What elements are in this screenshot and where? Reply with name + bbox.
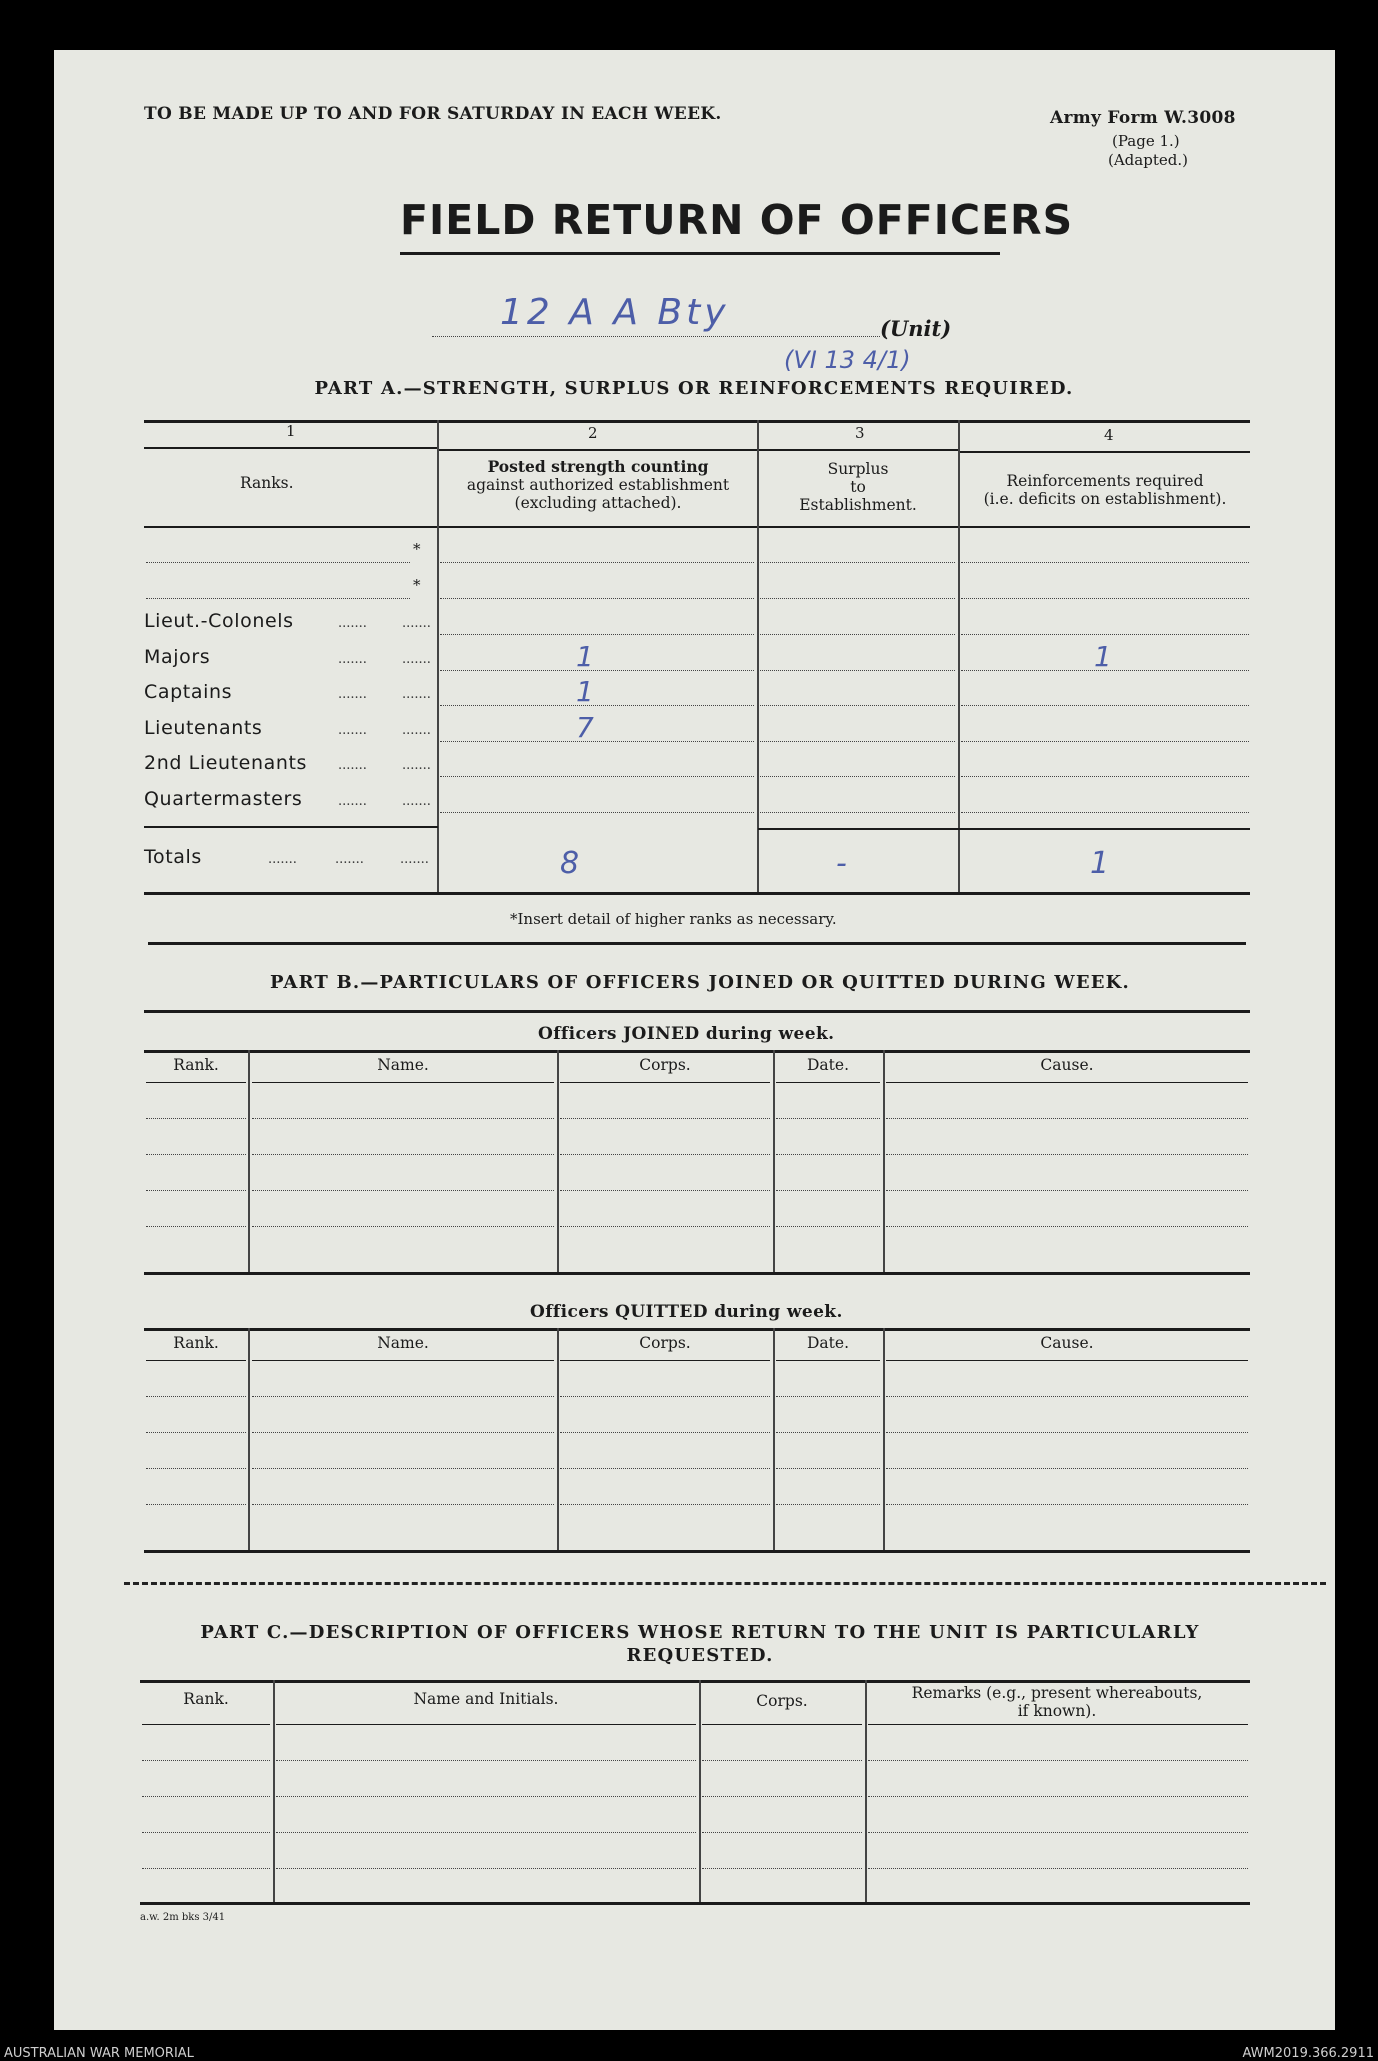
part-c-header-rule bbox=[702, 1724, 862, 1725]
row-line-surplus bbox=[760, 562, 955, 563]
rank-leader: ....... bbox=[402, 651, 431, 667]
totals-separator-1 bbox=[144, 826, 438, 828]
part-c-row-line bbox=[702, 1832, 862, 1833]
part-b-row-line bbox=[776, 1396, 880, 1397]
row-line-surplus bbox=[760, 634, 955, 635]
rank-label: Lieut.-Colonels bbox=[144, 610, 294, 632]
reinforcements-header bbox=[960, 472, 1250, 508]
part-b-col-header: Name. bbox=[377, 1334, 429, 1352]
col-number-2: 2 bbox=[588, 424, 598, 442]
part-c-row-line bbox=[142, 1868, 270, 1869]
part-b-vline bbox=[883, 1050, 885, 1272]
part-a-end-rule bbox=[148, 942, 1246, 945]
footnote: *Insert detail of higher ranks as necessary. bbox=[510, 910, 837, 928]
part-b-vline bbox=[557, 1328, 559, 1550]
part-c-bottom-rule-right bbox=[618, 1902, 1250, 1905]
row-line-surplus bbox=[760, 670, 955, 671]
unit-note-handwritten: (VI 13 4/1) bbox=[784, 346, 911, 374]
row-line-reinf bbox=[961, 634, 1249, 635]
part-b-row-line bbox=[252, 1396, 554, 1397]
posted-handwritten: 7 bbox=[576, 710, 594, 744]
joined-title: Officers JOINED during week. bbox=[538, 1024, 835, 1044]
part-b-row-line bbox=[560, 1396, 770, 1397]
row-line-posted bbox=[440, 705, 754, 706]
part-b-row-line bbox=[146, 1118, 246, 1119]
part-a-bottom-rule bbox=[144, 892, 1250, 895]
title-underline bbox=[400, 252, 1000, 255]
posted-header-line3: (excluding attached). bbox=[514, 494, 682, 512]
part-b-row-line bbox=[560, 1504, 770, 1505]
part-b-row-line bbox=[776, 1118, 880, 1119]
part-c-title-line2: REQUESTED. bbox=[626, 1645, 774, 1666]
col4-rule bbox=[958, 451, 1250, 453]
row-line-posted bbox=[440, 812, 754, 813]
part-c-row-line bbox=[142, 1760, 270, 1761]
posted-handwritten: 1 bbox=[576, 639, 594, 673]
reinf-handwritten: 1 bbox=[1094, 639, 1112, 673]
form-page: (Page 1.) bbox=[1112, 132, 1180, 150]
part-b-row-line bbox=[560, 1154, 770, 1155]
col1-rule bbox=[144, 447, 438, 449]
part-a-vline-3 bbox=[958, 420, 960, 894]
totals-separator-2 bbox=[758, 828, 1250, 830]
part-b-vline bbox=[773, 1050, 775, 1272]
quitted-top-rule bbox=[144, 1328, 1250, 1331]
part-b-col-header: Cause. bbox=[1040, 1056, 1094, 1074]
unit-line bbox=[432, 336, 880, 337]
part-c-row-line bbox=[276, 1796, 696, 1797]
part-c-header-rule bbox=[142, 1724, 270, 1725]
part-b-row-line bbox=[560, 1226, 770, 1227]
tear-off-line bbox=[124, 1582, 1326, 1585]
part-a-title: PART A.—STRENGTH, SURPLUS OR REINFORCEMENTS REQUIRED. bbox=[314, 378, 1074, 399]
surplus-header-line2: to bbox=[850, 478, 866, 496]
part-b-col-header: Date. bbox=[807, 1056, 849, 1074]
totals-leader-1: ....... bbox=[268, 852, 297, 867]
part-c-vline bbox=[273, 1680, 275, 1902]
header-rule bbox=[252, 1082, 554, 1083]
rank-leader: ....... bbox=[338, 687, 367, 702]
unit-handwritten: 12 A A Bty bbox=[500, 292, 730, 333]
reinf-header-line1: Reinforcements required bbox=[1006, 472, 1204, 490]
asterisk-1: * bbox=[413, 540, 421, 558]
part-c-vline bbox=[699, 1680, 701, 1902]
part-c-title-line1: PART C.—DESCRIPTION OF OFFICERS WHOSE RETURN TO THE UNIT IS PARTICULARLY bbox=[200, 1622, 1200, 1643]
footer-institution: AUSTRALIAN WAR MEMORIAL bbox=[4, 2046, 194, 2061]
part-b-vline bbox=[773, 1328, 775, 1550]
header-instruction: TO BE MADE UP TO AND FOR SATURDAY IN EACH WEEK. bbox=[144, 104, 722, 124]
rank-leader: ....... bbox=[338, 722, 367, 738]
posted-header-line2: against authorized establishment bbox=[466, 476, 730, 494]
page-title: FIELD RETURN OF OFFICERS bbox=[400, 196, 1074, 244]
higher-rank-line-2 bbox=[146, 598, 410, 599]
row-line-reinf bbox=[961, 705, 1249, 706]
header-rule bbox=[560, 1360, 770, 1361]
row-line-reinf bbox=[961, 812, 1249, 813]
header-rule bbox=[886, 1360, 1248, 1361]
row-line-posted bbox=[440, 776, 754, 777]
part-b-row-line bbox=[252, 1504, 554, 1505]
part-b-col-header: Name. bbox=[377, 1056, 429, 1074]
part-b-vline bbox=[557, 1050, 559, 1272]
part-b-row-line bbox=[252, 1190, 554, 1191]
part-b-row-line bbox=[886, 1432, 1248, 1433]
part-b-row-line bbox=[886, 1190, 1248, 1191]
form-number: Army Form W.3008 bbox=[1050, 108, 1236, 128]
asterisk-2: * bbox=[413, 576, 421, 594]
rank-leader: ....... bbox=[402, 793, 431, 809]
rank-leader: ....... bbox=[338, 616, 367, 631]
header-rule bbox=[560, 1082, 770, 1083]
reinf-header-line2: (i.e. deficits on establishment). bbox=[983, 490, 1227, 508]
surplus-header-line1: Surplus bbox=[827, 460, 889, 478]
row-line-posted bbox=[440, 634, 754, 635]
part-b-col-header: Rank. bbox=[173, 1334, 219, 1352]
part-b-vline bbox=[248, 1328, 250, 1550]
part-b-row-line bbox=[886, 1504, 1248, 1505]
row-line-posted bbox=[440, 670, 754, 671]
part-a-top-rule bbox=[144, 420, 1250, 423]
part-c-top-rule bbox=[140, 1680, 1250, 1683]
header-rule bbox=[252, 1360, 554, 1361]
ranks-header: Ranks. bbox=[240, 474, 294, 492]
part-b-row-line bbox=[146, 1396, 246, 1397]
part-a-vline-2 bbox=[757, 420, 759, 894]
part-c-corps-header: Corps. bbox=[756, 1692, 808, 1710]
row-line-surplus bbox=[760, 598, 955, 599]
part-c-row-line bbox=[868, 1832, 1248, 1833]
part-b-row-line bbox=[146, 1226, 246, 1227]
part-b-row-line bbox=[776, 1154, 880, 1155]
part-b-row-line bbox=[560, 1118, 770, 1119]
part-b-col-header: Rank. bbox=[173, 1056, 219, 1074]
part-b-row-line bbox=[146, 1468, 246, 1469]
remarks-header-line2: if known). bbox=[1017, 1702, 1097, 1720]
part-c-row-line bbox=[702, 1796, 862, 1797]
part-c-row-line bbox=[702, 1760, 862, 1761]
col-number-1: 1 bbox=[286, 422, 296, 440]
part-b-row-line bbox=[146, 1154, 246, 1155]
part-c-row-line bbox=[276, 1832, 696, 1833]
totals-label: Totals bbox=[144, 846, 202, 868]
part-c-row-line bbox=[276, 1760, 696, 1761]
part-c-row-line bbox=[276, 1868, 696, 1869]
part-b-row-line bbox=[252, 1154, 554, 1155]
part-c-remarks-header bbox=[866, 1684, 1248, 1720]
part-b-row-line bbox=[560, 1190, 770, 1191]
rank-leader: ....... bbox=[402, 616, 431, 631]
rank-leader: ....... bbox=[402, 722, 431, 738]
part-c-row-line bbox=[868, 1868, 1248, 1869]
form-adapted: (Adapted.) bbox=[1108, 151, 1188, 169]
part-b-title: PART B.—PARTICULARS OF OFFICERS JOINED OR QUITTED DURING WEEK. bbox=[269, 972, 1130, 993]
printer-code: a.w. 2m bks 3/41 bbox=[140, 1912, 226, 1923]
higher-rank-line-1 bbox=[146, 562, 410, 563]
part-b-bottom-rule bbox=[144, 1272, 1250, 1275]
part-c-name-header: Name and Initials. bbox=[413, 1690, 559, 1708]
quitted-title: Officers QUITTED during week. bbox=[530, 1302, 843, 1322]
part-b-row-line bbox=[886, 1468, 1248, 1469]
part-c-header-rule bbox=[276, 1724, 696, 1725]
col3-rule bbox=[758, 449, 958, 451]
part-b-col-header: Corps. bbox=[639, 1056, 691, 1074]
part-c-vline bbox=[865, 1680, 867, 1902]
col-number-4: 4 bbox=[1104, 426, 1114, 444]
part-b-row-line bbox=[252, 1226, 554, 1227]
part-b-col-header: Date. bbox=[807, 1334, 849, 1352]
rank-label: Quartermasters bbox=[144, 787, 303, 810]
row-line-reinf bbox=[961, 741, 1249, 742]
row-line-reinf bbox=[961, 598, 1249, 599]
row-line-posted bbox=[440, 562, 754, 563]
part-b-row-line bbox=[886, 1154, 1248, 1155]
totals-surplus-handwritten: - bbox=[836, 846, 847, 881]
part-b-top-rule bbox=[144, 1010, 1250, 1013]
rank-leader: ....... bbox=[338, 793, 367, 809]
rank-leader: ....... bbox=[338, 651, 367, 667]
part-b-vline bbox=[883, 1328, 885, 1550]
part-b-row-line bbox=[776, 1504, 880, 1505]
col2-rule bbox=[438, 449, 758, 451]
posted-header-line1: Posted strength counting bbox=[487, 457, 709, 476]
part-b-row-line bbox=[560, 1432, 770, 1433]
part-c-row-line bbox=[142, 1832, 270, 1833]
part-b-col-header: Cause. bbox=[1040, 1334, 1094, 1352]
part-b-row-line bbox=[252, 1432, 554, 1433]
part-b-row-line bbox=[776, 1468, 880, 1469]
row-line-reinf bbox=[961, 562, 1249, 563]
part-a-vline-1 bbox=[437, 420, 439, 894]
rank-leader: ....... bbox=[402, 687, 431, 702]
header-rule bbox=[886, 1082, 1248, 1083]
unit-label: (Unit) bbox=[880, 316, 952, 341]
part-c-row-line bbox=[142, 1796, 270, 1797]
totals-reinf-handwritten: 1 bbox=[1090, 846, 1110, 881]
part-b-row-line bbox=[560, 1468, 770, 1469]
part-b-row-line bbox=[252, 1468, 554, 1469]
posted-strength-header bbox=[440, 458, 756, 512]
footer-accession: AWM2019.366.2911 bbox=[1242, 2046, 1374, 2061]
part-b-row-line bbox=[776, 1226, 880, 1227]
row-line-surplus bbox=[760, 812, 955, 813]
part-c-row-line bbox=[702, 1868, 862, 1869]
rank-label: Lieutenants bbox=[144, 716, 263, 739]
row-line-reinf bbox=[961, 670, 1249, 671]
part-b-bottom-rule bbox=[144, 1550, 1250, 1553]
row-line-surplus bbox=[760, 741, 955, 742]
header-rule bbox=[776, 1360, 880, 1361]
header-rule bbox=[146, 1360, 246, 1361]
part-c-rank-header: Rank. bbox=[183, 1690, 229, 1708]
header-bottom-rule bbox=[144, 526, 1250, 528]
part-b-row-line bbox=[886, 1118, 1248, 1119]
part-b-vline bbox=[248, 1050, 250, 1272]
part-b-row-line bbox=[146, 1190, 246, 1191]
part-c-bottom-rule-left bbox=[140, 1902, 628, 1905]
col-number-3: 3 bbox=[855, 424, 865, 442]
rank-leader: ....... bbox=[338, 758, 367, 773]
row-line-posted bbox=[440, 741, 754, 742]
totals-leader-3: ....... bbox=[400, 852, 429, 867]
surplus-header-line3: Establishment. bbox=[799, 496, 917, 514]
rank-leader: ....... bbox=[402, 758, 431, 773]
part-b-row-line bbox=[776, 1190, 880, 1191]
part-b-row-line bbox=[886, 1396, 1248, 1397]
remarks-header-line1: Remarks (e.g., present whereabouts, bbox=[911, 1684, 1203, 1702]
part-c-row-line bbox=[868, 1796, 1248, 1797]
header-rule bbox=[776, 1082, 880, 1083]
part-b-row-line bbox=[252, 1118, 554, 1119]
totals-leader-2: ....... bbox=[335, 852, 364, 867]
part-b-row-line bbox=[886, 1226, 1248, 1227]
totals-posted-handwritten: 8 bbox=[560, 846, 580, 881]
rank-label: Captains bbox=[144, 681, 233, 703]
part-c-row-line bbox=[868, 1760, 1248, 1761]
part-b-row-line bbox=[776, 1432, 880, 1433]
part-b-row-line bbox=[146, 1432, 246, 1433]
row-line-posted bbox=[440, 598, 754, 599]
surplus-header bbox=[760, 460, 956, 514]
posted-handwritten: 1 bbox=[576, 675, 594, 708]
part-b-col-header: Corps. bbox=[639, 1334, 691, 1352]
part-b-row-line bbox=[146, 1504, 246, 1505]
rank-label: Majors bbox=[144, 645, 211, 668]
row-line-surplus bbox=[760, 776, 955, 777]
row-line-reinf bbox=[961, 776, 1249, 777]
row-line-surplus bbox=[760, 705, 955, 706]
rank-label: 2nd Lieutenants bbox=[144, 752, 308, 774]
part-c-header-rule bbox=[868, 1724, 1248, 1725]
joined-top-rule bbox=[144, 1050, 1250, 1053]
header-rule bbox=[146, 1082, 246, 1083]
